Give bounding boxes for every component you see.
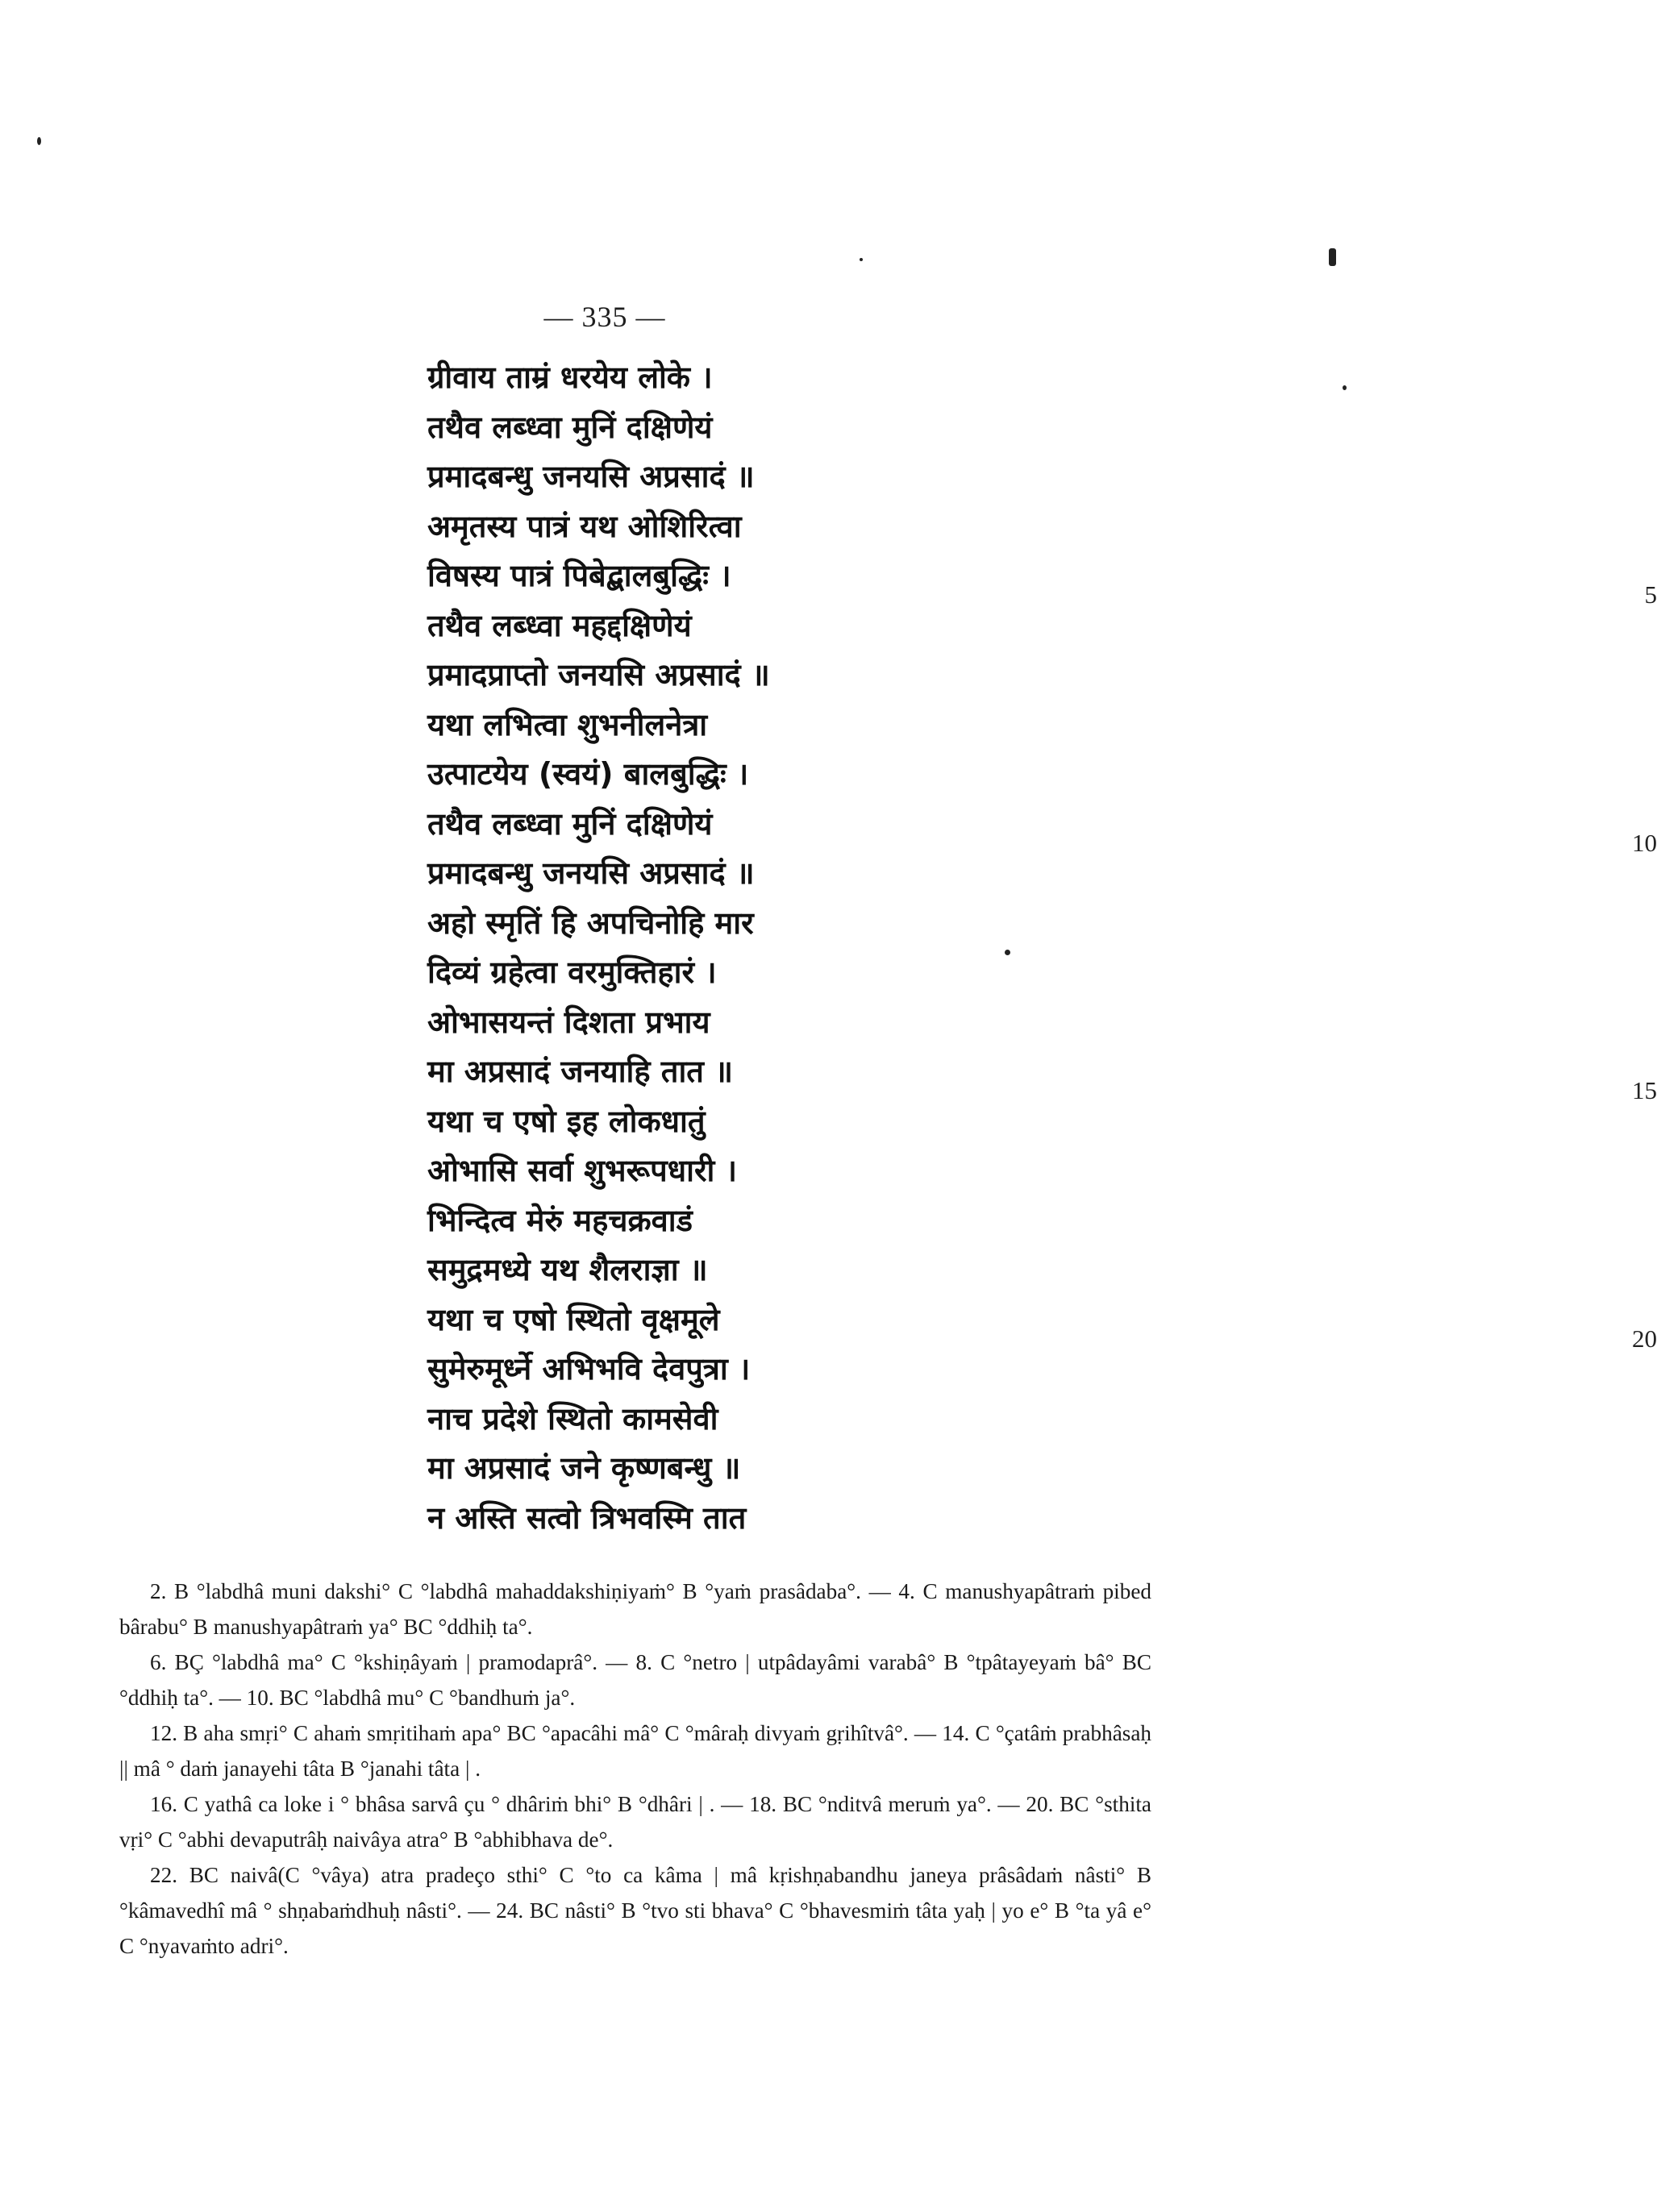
verse-line: यथा च एषो स्थितो वृक्षमूले xyxy=(427,1301,720,1337)
line-number: 5 xyxy=(1644,580,1657,609)
verse-line: न अस्ति सत्वो त्रिभवस्मि तात xyxy=(427,1499,747,1536)
verse-line: मा अप्रसादं जने कृष्णबन्धु ॥ xyxy=(427,1450,741,1486)
verse-line: प्रमादबन्धु जनयसि अप्रसादं ॥ xyxy=(427,855,755,891)
footnote: 2. B °labdhâ muni dakshi° C °labdhâ mahaddakshiṇiyaṁ° B °yaṁ prasâdaba°. — 4. C manushyapâtraṁ pibed bârabu° B manushyapâtraṁ ya° BC °ddhiḥ ta°. xyxy=(119,1579,1151,1639)
verse-line: ओभासि सर्वा शुभरूपधारी । xyxy=(427,1153,737,1188)
ink-speck xyxy=(37,137,41,145)
line-number: 10 xyxy=(1632,829,1657,857)
verse-line: अमृतस्य पात्रं यथ ओशिरित्वा xyxy=(427,508,742,544)
ink-speck xyxy=(1329,248,1336,266)
line-number: 15 xyxy=(1632,1076,1657,1104)
verse-block xyxy=(427,353,1657,1543)
verse-line: अहो स्मृतिं हि अपचिनोहि मार xyxy=(427,904,754,941)
ink-speck xyxy=(1343,385,1347,390)
verse-line: मा अप्रसादं जनयाहि तात ॥ xyxy=(427,1054,733,1089)
line-number: 20 xyxy=(1632,1324,1657,1353)
verse-line: समुद्रमध्ये यथ शैलराज्ञा ॥ xyxy=(427,1252,708,1287)
verse-line: नाच प्रदेशे स्थितो कामसेवी xyxy=(427,1400,718,1437)
verse-line: उत्पाटयेय (स्वयं) बालबुद्धिः । xyxy=(427,756,749,792)
footnote: 16. C yathâ ca loke i ° bhâsa sarvâ çu ° dhâriṁ bhi° B °dhâri | . — 18. BC °nditvâ meruṁ ya°. — 20. BC °sthita vṛi° C °abhi devaputrâḥ naivâya atra° B °abhibhava de°. xyxy=(119,1792,1151,1852)
verse-line: ओभासयन्तं दिशता प्रभाय xyxy=(427,1004,710,1040)
verse-line: यथा च एषो इह लोकधातुं xyxy=(427,1103,706,1139)
footnote: 12. B aha smṛi° C ahaṁ smṛitihaṁ apa° BC °apacâhi mâ° C °mâraḥ divyaṁ gṛihîtvâ°. — 14. C °çatâṁ prabhâsaḥ || mâ ° daṁ janayehi tâta B °janahi tâta | . xyxy=(119,1721,1151,1781)
verse-line: विषस्य पात्रं पिबेद्बालबुद्धिः । xyxy=(427,558,731,593)
verse-line: प्रमादबन्धु जनयसि अप्रसादं ॥ xyxy=(427,459,755,494)
page-number: — 335 — xyxy=(543,301,666,333)
verse-line: तथैव लब्ध्वा मुनिं दक्षिणेयं xyxy=(427,409,713,445)
verse-line: ग्रीवाय ताम्रं धरयेय लोके । xyxy=(427,360,713,395)
verse-line: तथैव लब्ध्वा मुनिं दक्षिणेयं xyxy=(427,805,713,842)
verse-line: भिन्दित्व मेरुं महचक्रवाडं xyxy=(427,1202,693,1238)
verse-line: प्रमादप्राप्तो जनयसि अप्रसादं ॥ xyxy=(427,657,770,692)
verse-line: तथैव लब्ध्वा महद्दक्षिणेयं xyxy=(427,607,692,643)
verse-line: दिव्यं ग्रहेत्वा वरमुक्तिहारं । xyxy=(427,954,717,990)
ink-speck xyxy=(1005,950,1010,955)
verse-line: यथा लभित्वा शुभनीलनेत्रा xyxy=(427,706,708,742)
footnotes xyxy=(119,1574,1151,1964)
footnote: 6. BÇ °labdhâ ma° C °kshiṇâyaṁ | pramodaprâ°. — 8. C °netro | utpâdayâmi varabâ° B °tpâtayeyaṁ bâ° BC °ddhiḥ ta°. — 10. BC °labdhâ mu° C °bandhuṁ ja°. xyxy=(119,1650,1151,1710)
ink-speck xyxy=(860,258,863,261)
verse-line: सुमेरुमूर्ध्ने अभिभवि देवपुत्रा । xyxy=(427,1351,751,1387)
footnote: 22. BC naivâ(C °vâya) atra pradeço sthi° C °to ca kâma | mâ kṛishṇabandhu janeya prâsâdaṁ nâsti° B °kâmavedhî mâ ° shṇabaṁdhuḥ nâsti°. — 24. BC nâsti° B °tvo sti bhava° C °bhavesmiṁ tâta yaḥ | yo e° B °ta yâ e° C °nyavaṁto adri°. xyxy=(119,1863,1151,1958)
